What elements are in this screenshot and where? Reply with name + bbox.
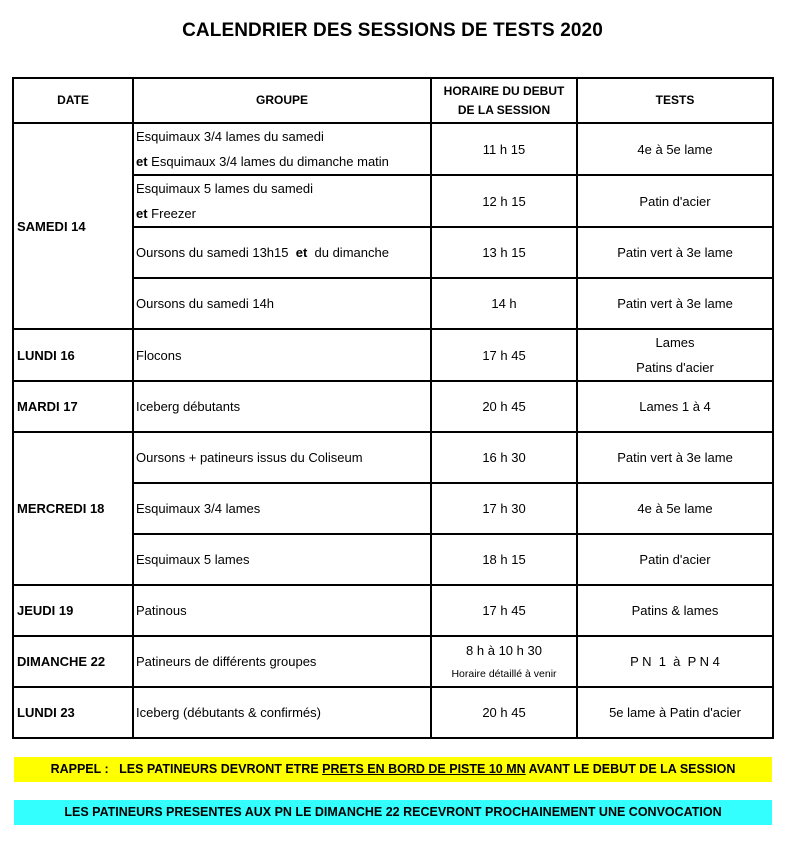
table-row <box>13 381 773 432</box>
group-cell: Flocons <box>133 329 431 381</box>
group-text: Esquimaux 3/4 lames du dimanche matin <box>147 154 389 169</box>
time-note: Horaire détaillé à venir <box>451 668 557 680</box>
group-line: Esquimaux 5 lames du samedi <box>136 181 314 196</box>
group-cell: Iceberg (débutants & confirmés) <box>133 687 431 738</box>
time-cell: 17 h 45 <box>431 585 577 636</box>
schedule-table <box>12 77 774 739</box>
group-connector: et <box>295 245 308 260</box>
date-cell: SAMEDI 14 <box>13 123 133 329</box>
rappel-prefix: RAPPEL : LES PATINEURS DEVRONT ETRE <box>50 762 323 776</box>
header-time-line1: HORAIRE DU DEBUT <box>443 83 565 98</box>
tests-line: Patins d'acier <box>636 360 714 375</box>
group-cell <box>133 175 431 227</box>
group-cell: Patinous <box>133 585 431 636</box>
group-text: du dimanche <box>307 245 389 260</box>
tests-cell: Lames 1 à 4 <box>577 381 773 432</box>
time-cell: 18 h 15 <box>431 534 577 585</box>
time-cell: 17 h 30 <box>431 483 577 534</box>
tests-cell: Patin vert à 3e lame <box>577 227 773 278</box>
table-row <box>13 585 773 636</box>
header-date: DATE <box>13 78 133 123</box>
rappel-suffix: AVANT LE DEBUT DE LA SESSION <box>525 762 736 776</box>
time-cell: 16 h 30 <box>431 432 577 483</box>
group-cell: Oursons + patineurs issus du Coliseum <box>133 432 431 483</box>
date-cell: MERCREDI 18 <box>13 432 133 585</box>
group-cell: Oursons du samedi 14h <box>133 278 431 329</box>
group-cell: Patineurs de différents groupes <box>133 636 431 687</box>
header-time <box>431 78 577 123</box>
group-cell <box>133 123 431 175</box>
time-cell: 14 h <box>431 278 577 329</box>
convocation-banner: LES PATINEURS PRESENTES AUX PN LE DIMANCHE 22 RECEVRONT PROCHAINEMENT UNE CONVOCATION <box>14 800 772 825</box>
header-group: GROUPE <box>133 78 431 123</box>
time-value: 8 h à 10 h 30 <box>466 643 542 658</box>
table-row <box>13 432 773 483</box>
tests-value: P N 1 à P N 4 <box>630 654 720 669</box>
tests-line: Lames <box>655 335 695 350</box>
time-cell: 12 h 15 <box>431 175 577 227</box>
group-line: Esquimaux 3/4 lames du samedi <box>136 129 324 144</box>
time-cell: 20 h 45 <box>431 381 577 432</box>
date-cell: LUNDI 23 <box>13 687 133 738</box>
header-row <box>13 78 773 123</box>
rappel-underlined: PRETS EN BORD DE PISTE 10 MN <box>322 762 526 776</box>
group-cell <box>133 227 431 278</box>
time-cell <box>431 636 577 687</box>
date-cell: JEUDI 19 <box>13 585 133 636</box>
tests-cell: Patins & lames <box>577 585 773 636</box>
table-row <box>13 636 773 687</box>
time-cell: 11 h 15 <box>431 123 577 175</box>
time-cell: 13 h 15 <box>431 227 577 278</box>
header-time-line2: DE LA SESSION <box>457 102 551 117</box>
date-cell: MARDI 17 <box>13 381 133 432</box>
date-cell: DIMANCHE 22 <box>13 636 133 687</box>
table-row <box>13 687 773 738</box>
group-line <box>136 149 430 174</box>
tests-cell: Patin vert à 3e lame <box>577 432 773 483</box>
header-tests: TESTS <box>577 78 773 123</box>
group-connector: et <box>136 206 148 221</box>
tests-cell: 4e à 5e lame <box>577 123 773 175</box>
tests-cell <box>577 636 773 687</box>
tests-cell: 5e lame à Patin d'acier <box>577 687 773 738</box>
group-connector: et <box>136 154 148 169</box>
group-text: Freezer <box>147 206 196 221</box>
tests-cell: Patin d'acier <box>577 534 773 585</box>
group-line <box>136 201 430 226</box>
table-row <box>13 329 773 381</box>
tests-cell <box>577 329 773 381</box>
time-cell: 20 h 45 <box>431 687 577 738</box>
group-cell: Esquimaux 3/4 lames <box>133 483 431 534</box>
tests-cell: 4e à 5e lame <box>577 483 773 534</box>
tests-cell: Patin vert à 3e lame <box>577 278 773 329</box>
group-cell: Esquimaux 5 lames <box>133 534 431 585</box>
rappel-banner <box>14 757 772 782</box>
group-cell: Iceberg débutants <box>133 381 431 432</box>
tests-cell: Patin d'acier <box>577 175 773 227</box>
table-row <box>13 123 773 175</box>
page-title: CALENDRIER DES SESSIONS DE TESTS 2020 <box>182 20 603 41</box>
time-cell: 17 h 45 <box>431 329 577 381</box>
date-cell: LUNDI 16 <box>13 329 133 381</box>
group-text: Oursons du samedi 13h15 <box>136 245 296 260</box>
